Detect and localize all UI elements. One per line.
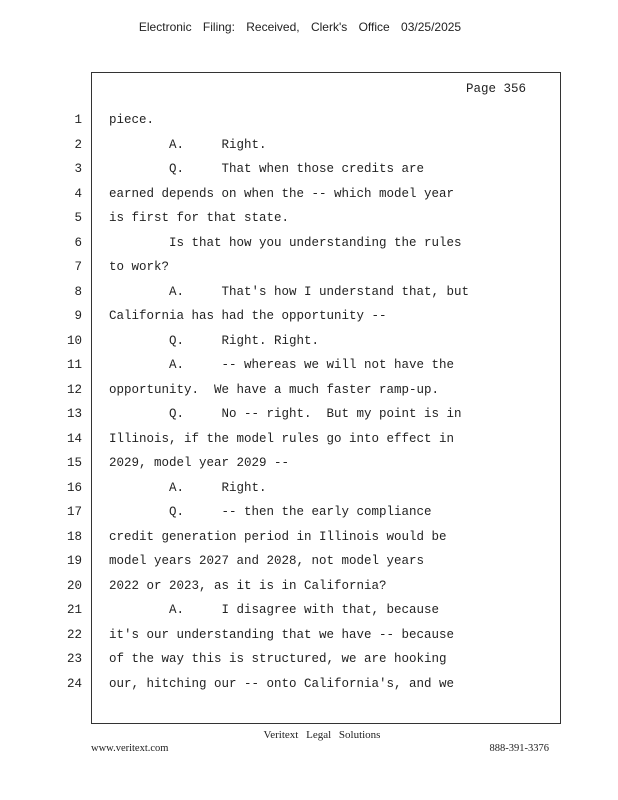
footer-company: Veritext Legal Solutions xyxy=(263,729,381,741)
transcript-line: 2022 or 2023, as it is in California? xyxy=(109,578,387,593)
page-number: Page 356 xyxy=(465,82,526,96)
line-number: 22 xyxy=(66,627,82,642)
line-number: 8 xyxy=(74,284,82,299)
line-number: 4 xyxy=(74,186,82,201)
line-number: 12 xyxy=(66,382,82,397)
transcript-line: model years 2027 and 2028, not model years xyxy=(109,554,425,568)
transcript-line: A. Right. xyxy=(109,137,267,152)
line-number: 17 xyxy=(66,505,82,519)
line-number: 13 xyxy=(66,407,82,421)
line-number: 16 xyxy=(66,480,82,495)
transcript-line: is first for that state. xyxy=(109,211,290,225)
transcript-line: to work? xyxy=(109,260,170,274)
line-number: 18 xyxy=(66,529,82,544)
line-number: 19 xyxy=(66,554,82,568)
line-number: 21 xyxy=(66,603,82,617)
line-number: 2 xyxy=(74,137,82,152)
footer-phone: 888-391-3376 xyxy=(489,743,549,754)
transcript-line: credit generation period in Illinois would be xyxy=(109,529,447,544)
line-number: 10 xyxy=(66,333,82,348)
transcript-line: Is that how you understanding the rules xyxy=(109,235,462,250)
transcript-line: Illinois, if the model rules go into effect in xyxy=(109,431,455,446)
transcript-line: our, hitching our -- onto California's, and we xyxy=(109,676,455,691)
transcript-line: opportunity. We have a much faster ramp-up. xyxy=(109,382,440,397)
transcript-line: A. Right. xyxy=(109,480,267,495)
transcript-line: it's our understanding that we have -- because xyxy=(109,627,455,642)
line-number: 5 xyxy=(74,211,82,225)
line-number: 6 xyxy=(74,235,82,250)
filing-stamp: Electronic Filing: Received, Clerk's Office 03/25/2025 xyxy=(138,20,462,34)
transcript-line: A. -- whereas we will not have the xyxy=(109,358,455,372)
line-number: 23 xyxy=(66,652,82,666)
transcript-line: 2029, model year 2029 -- xyxy=(109,456,290,470)
transcript-line: earned depends on when the -- which model year xyxy=(109,186,455,201)
line-number: 7 xyxy=(74,260,82,274)
line-number: 15 xyxy=(66,456,82,470)
footer-website: www.veritext.com xyxy=(91,743,169,754)
line-number: 24 xyxy=(66,676,82,691)
transcript-line: Q. No -- right. But my point is in xyxy=(109,407,462,421)
transcript-line: piece. xyxy=(109,113,155,127)
transcript-line: California has had the opportunity -- xyxy=(109,309,387,323)
line-number: 11 xyxy=(66,358,82,372)
transcript-line: of the way this is structured, we are hooking xyxy=(109,652,447,666)
line-number: 14 xyxy=(66,431,82,446)
line-number: 3 xyxy=(74,162,82,176)
transcript-line: A. That's how I understand that, but xyxy=(109,284,470,299)
line-number: 20 xyxy=(66,578,82,593)
transcript-line: A. I disagree with that, because xyxy=(109,603,440,617)
transcript-line: Q. Right. Right. xyxy=(109,333,320,348)
line-number: 1 xyxy=(74,113,82,127)
transcript-line: Q. That when those credits are xyxy=(109,162,425,176)
transcript-line: Q. -- then the early compliance xyxy=(109,505,432,519)
line-number: 9 xyxy=(74,309,82,323)
